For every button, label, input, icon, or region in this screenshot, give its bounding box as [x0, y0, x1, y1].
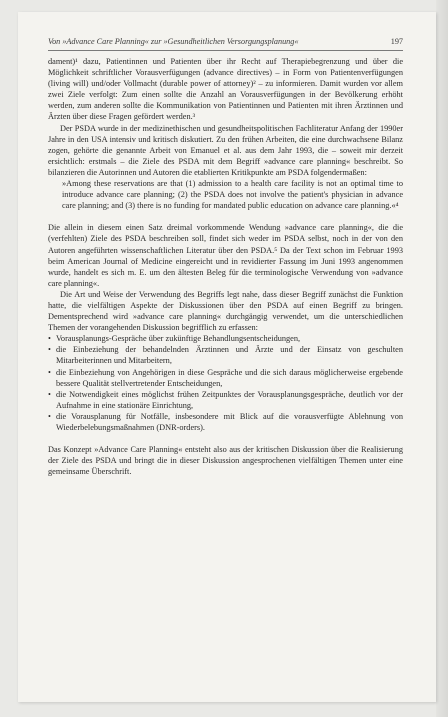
page-number: 197: [390, 37, 403, 46]
bullet-marker: •: [48, 345, 51, 355]
body-text: [48, 56, 403, 477]
list-item: [48, 367, 403, 389]
paragraph-4: Die Art und Weise der Verwendung des Begriffs legt nahe, dass dieser Begriff zunächst die Funktion hatte, die vielfältigen Aspekte der Diskussionen über den PSDA auf einen Begriff zu bringen. Dementsprechend wird »advance care planning« durchgängig verwendet, um die unterschiedlichen Themen der vorangehenden Diskussion begrifflich zu erfassen:: [48, 289, 403, 333]
list-item: [48, 411, 403, 433]
block-quote: »Among these reservations are that (1) admission to a health care facility is not an optimal time to introduce advance care planning; (2) the PSDA does not involve the patient's physician in advance care planning; and (3) there is no funding for mandated public education on advance care planning.«⁴: [62, 179, 403, 211]
bullet-list: [48, 333, 403, 433]
list-item-text: die Vorausplanung für Notfälle, insbesondere mit Blick auf die vorausverfügte Ablehnung von Wiederbelebungsmaßnahmen (DNR-orders).: [56, 411, 403, 432]
running-header: [48, 37, 403, 49]
paragraph-5: Das Konzept »Advance Care Planning« entsteht also aus der kritischen Diskussion über die Realisierung der Ziele des PSDA und bringt die in dieser Diskussion angesprochenen vielfältigen Themen unter eine gemeinsame Überschrift.: [48, 445, 403, 477]
list-item: [48, 344, 403, 366]
page-edge-shadow: [436, 0, 448, 717]
bullet-marker: •: [48, 334, 51, 344]
list-item-text: die Einbeziehung der behandelnden Ärztinnen und Ärzte und der Einsatz von geschulten Mitarbeiterinnen und Mitarbeitern,: [56, 345, 403, 366]
list-item: [48, 333, 403, 344]
bullet-marker: •: [48, 411, 51, 421]
paragraph-3: Die allein in diesem einen Satz dreimal vorkommende Wendung »advance care planning«, die die (verfehlten) Ziele des PSDA beschreiben soll, findet sich weder im PSDA selbst, noch in der von den Autoren angeführten wissenschaftlichen Literatur über den PSDA.⁵ Da der Text schon im Februar 1993 beim American Journal of Medicine eingereicht und in revidierter Fassung im Juni 1993 angenommen wurde, handelt es sich m. E. um den ältesten Beleg für die terminologische Verwendung von »advance care planning«.: [48, 223, 403, 288]
list-item-text: Vorausplanungs-Gespräche über zukünftige Behandlungsentscheidungen,: [56, 334, 301, 344]
paragraph-1: dament)¹ dazu, Patientinnen und Patienten über ihr Recht auf Therapiebegrenzung und über die Möglichkeit schriftlicher Vorausverfügungen (advance directives) – in Form von Patientenverfügungen (living will) und/oder Vollmacht (durable power of attorney)² – zu informieren. Damit wurden vor allem zwei Ziele verfolgt: Zum einen sollte die Anzahl an Vorausverfügungen in der Bevölkerung erhöht werden, zum anderen sollte die Kommunikation von Patientinnen und Patienten mit ihren Ärztinnen und Ärzten über diese Fragen gefördert werden.³: [48, 57, 403, 122]
header-rule: [48, 50, 403, 51]
list-item-text: die Einbeziehung von Angehörigen in diese Gespräche und die sich daraus möglicherweise ergebende bessere Qualität stellvertretender Entscheidungen,: [56, 367, 403, 388]
bullet-marker: •: [48, 389, 51, 399]
list-item-text: die Notwendigkeit eines möglichst frühen Zeitpunktes der Vorausplanungsgespräche, deutlich vor der Aufnahme in eine stationäre Einrichtung,: [56, 389, 403, 410]
running-title: Von »Advance Care Planning« zur »Gesundheitlichen Versorgungsplanung«: [48, 37, 299, 46]
list-item: [48, 389, 403, 411]
paragraph-2: Der PSDA wurde in der medizinethischen und gesundheitspolitischen Fachliteratur Anfang der 1990er Jahre in den USA intensiv und kritisch diskutiert. Zu den frühen Arbeiten, die eine durchwachsene Bilanz zogen, gehörte die genannte Arbeit von Emanuel et al. aus dem Jahr 1993, die – soweit mir derzeit ersichtlich: erstmals – die Ziele des PSDA mit dem Begriff »advance care planning« beschreibt. So bilanzieren die Autorinnen und Autoren die etablierten Kritikpunkte am PSDA folgendermaßen:: [48, 123, 403, 177]
bullet-marker: •: [48, 367, 51, 377]
